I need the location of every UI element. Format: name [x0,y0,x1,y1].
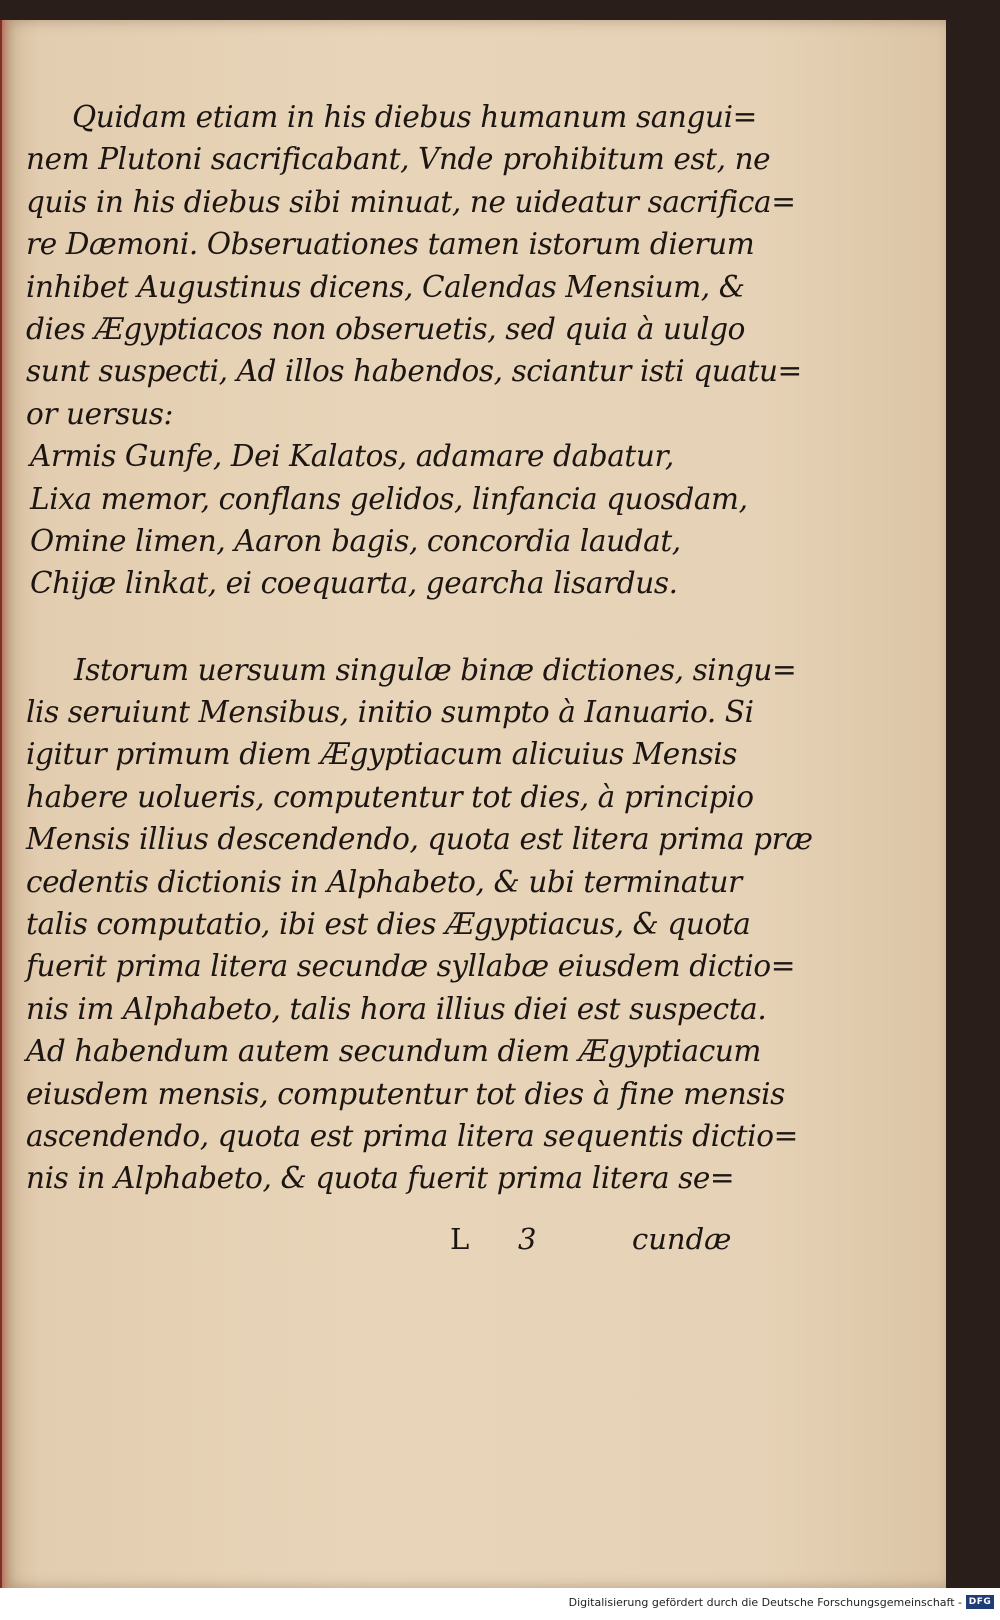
text-line: habere uolueris, computentur tot dies, à principio [26,779,754,814]
text-line: nem Plutoni sacrificabant, Vnde prohibitum est, ne [26,142,771,177]
text-line: dies Ægyptiacos non obseruetis, sed quia à uulgo [26,311,746,346]
text-line: quis in his diebus sibi minuat, ne uideatur sacrifica= [26,184,796,219]
text-line: Ad habendum autem secundum diem Ægyptiacum [26,1034,761,1069]
text-line: fuerit prima litera secundæ syllabæ eiusdem dictio= [26,949,796,984]
text-line: ascendendo, quota est prima litera sequentis dictio= [26,1118,798,1153]
text-line: igitur primum diem Ægyptiacum alicuius Mensis [26,737,737,772]
page-gutter-edge [0,20,10,1588]
text-line: Mensis illius descendendo, quota est litera prima præ [26,822,813,857]
text-line: sunt suspecti, Ad illos habendos, sciantur isti quatu= [26,354,802,389]
text-line: Istorum uersuum singulæ binæ dictiones, singu= [74,652,797,687]
text-line: or uersus: [26,396,174,431]
catchword: cundæ [632,1222,732,1256]
funding-credit: Digitalisierung gefördert durch die Deutsche Forschungsgemeinschaft - [568,1596,962,1609]
verse-line: Armis Gunfe, Dei Kalatos, adamare dabatur, [30,439,674,474]
text-line: nis in Alphabeto, & quota fuerit prima litera se= [26,1161,735,1196]
text-line: lis seruiunt Mensibus, initio sumpto à Ianuario. Si [26,695,754,730]
paragraph-gap [26,605,726,649]
signature-number: 3 [518,1222,537,1256]
verse-line: Chijæ linkat, ei coequarta, gearcha lisardus. [30,566,678,601]
page-text [26,96,813,1200]
text-line: nis im Alphabeto, talis hora illius diei est suspecta. [26,991,767,1026]
verse-line: Omine limen, Aaron bagis, concordia laudat, [30,523,681,558]
signature-letter: L [450,1222,470,1256]
footer-bar [0,1588,1000,1620]
text-line: eiusdem mensis, computentur tot dies à fine mensis [26,1076,785,1111]
text-line: cedentis dictionis in Alphabeto, & ubi terminatur [26,864,742,899]
dfg-logo-icon: DFG [966,1595,994,1609]
verse-line: Lixa memor, conflans gelidos, linfancia quosdam, [30,481,748,516]
dark-margin [946,20,1000,1588]
text-line: inhibet Augustinus dicens, Calendas Mensium, & [26,269,745,304]
text-line: re Dæmoni. Obseruationes tamen istorum dierum [26,227,755,262]
text-line: talis computatio, ibi est dies Ægyptiacus, & quota [26,907,751,942]
text-line: Quidam etiam in his diebus humanum sangui= [72,100,757,134]
